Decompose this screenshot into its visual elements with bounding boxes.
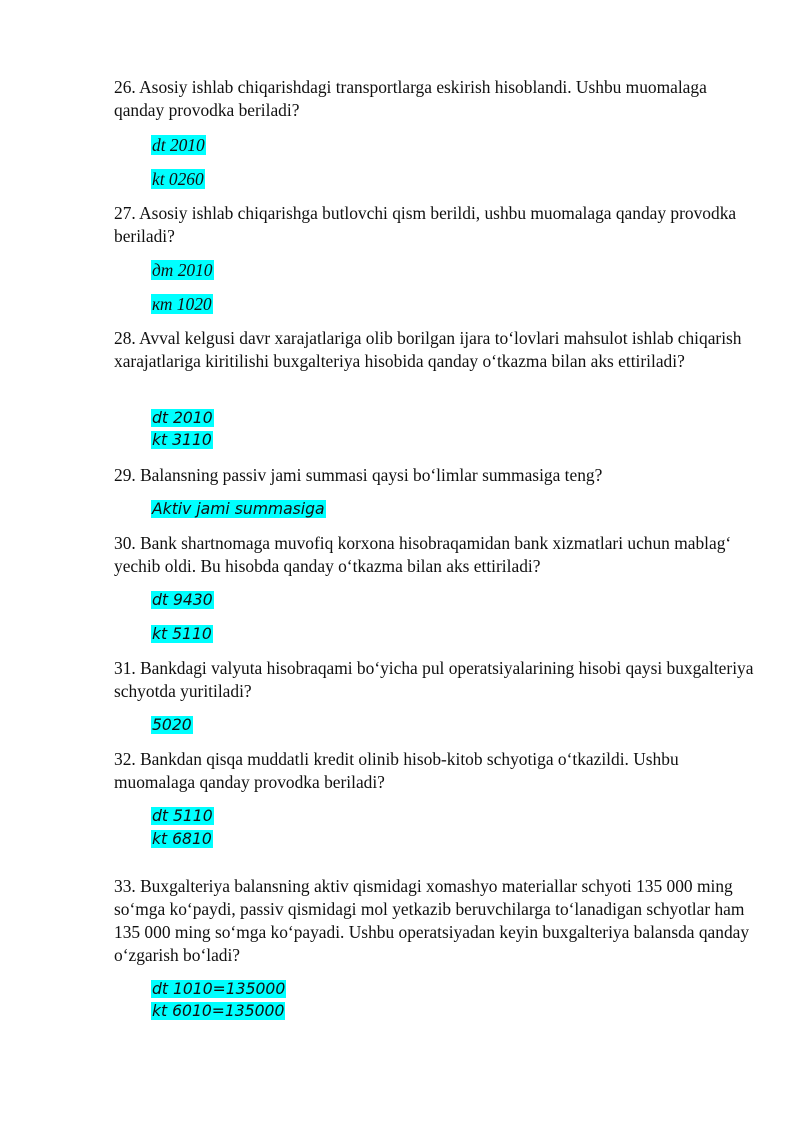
answer-highlight: dt 5110 xyxy=(152,807,213,825)
answer-31 xyxy=(151,714,193,736)
answer-32-credit xyxy=(151,828,213,850)
answer-26-credit xyxy=(151,168,205,190)
answer-29 xyxy=(151,498,326,520)
question-30: 30. Bank shartnomaga muvofiq korxona hisobraqamidan bank xizmatlari uchun mablag‘ yechib oldi. Bu hisobda qanday o‘tkazma bilan aks ettiriladi? xyxy=(114,533,732,576)
answer-highlight: kt 0260 xyxy=(152,169,204,189)
answer-highlight: kt 6010=135000 xyxy=(152,1002,285,1020)
answer-highlight: Aktiv jami summasiga xyxy=(152,500,325,518)
answer-30-credit xyxy=(151,623,213,645)
question-33: 33. Buxgalteriya balansning aktiv qismidagi xomashyo materiallar schyoti 135 000 ming so‘mga ko‘paydi, passiv qismidagi mol yetkazib beruvchilarga to‘lanadigan schyotlar ham 135 000 ming so‘mga ko‘payadi. Ushbu operatsiyadan keyin buxgalteriya balansda qanday o‘zgarish bo‘ladi? xyxy=(114,876,750,965)
answer-highlight: dt 1010=135000 xyxy=(152,980,286,998)
question-27: 27. Asosiy ishlab chiqarishga butlovchi qism berildi, ushbu muomalaga qanday provodka beriladi? xyxy=(114,203,737,246)
answer-28-debit xyxy=(151,407,214,429)
answer-highlight: кт 1020 xyxy=(152,294,212,314)
answer-highlight: дт 2010 xyxy=(152,260,213,280)
answer-28-credit xyxy=(151,429,213,451)
answer-26-debit xyxy=(151,134,206,156)
answer-33-debit xyxy=(151,978,286,1000)
answer-highlight: dt 2010 xyxy=(152,135,205,155)
question-32: 32. Bankdan qisqa muddatli kredit olinib hisob-kitob schyotiga o‘tkazildi. Ushbu muomalaga qanday provodka beriladi? xyxy=(114,749,679,792)
answer-33-credit xyxy=(151,1000,285,1022)
answer-highlight: kt 5110 xyxy=(152,625,212,643)
question-28: 28. Avval kelgusi davr xarajatlariga olib borilgan ijara to‘lovlari mahsulot ishlab chiqarish xarajatlariga kiritilishi buxgalteriya hisobida qanday o‘tkazma bilan aks ettiriladi? xyxy=(114,328,742,371)
answer-highlight: 5020 xyxy=(152,716,192,734)
answer-30-debit xyxy=(151,589,214,611)
question-29: 29. Balansning passiv jami summasi qaysi bo‘limlar summasiga teng? xyxy=(114,465,603,485)
answer-highlight: kt 6810 xyxy=(152,830,212,848)
answer-32-debit xyxy=(151,805,214,827)
answer-highlight: kt 3110 xyxy=(152,431,212,449)
answer-highlight: dt 2010 xyxy=(152,409,213,427)
answer-highlight: dt 9430 xyxy=(152,591,213,609)
question-31: 31. Bankdagi valyuta hisobraqami bo‘yicha pul operatsiyalarining hisobi qaysi buxgalteriya schyotda yuritiladi? xyxy=(114,658,754,701)
answer-27-debit xyxy=(151,259,214,281)
question-26: 26. Asosiy ishlab chiqarishdagi transportlarga eskirish hisoblandi. Ushbu muomalaga qanday provodka beriladi? xyxy=(114,77,707,120)
answer-27-credit xyxy=(151,293,213,315)
